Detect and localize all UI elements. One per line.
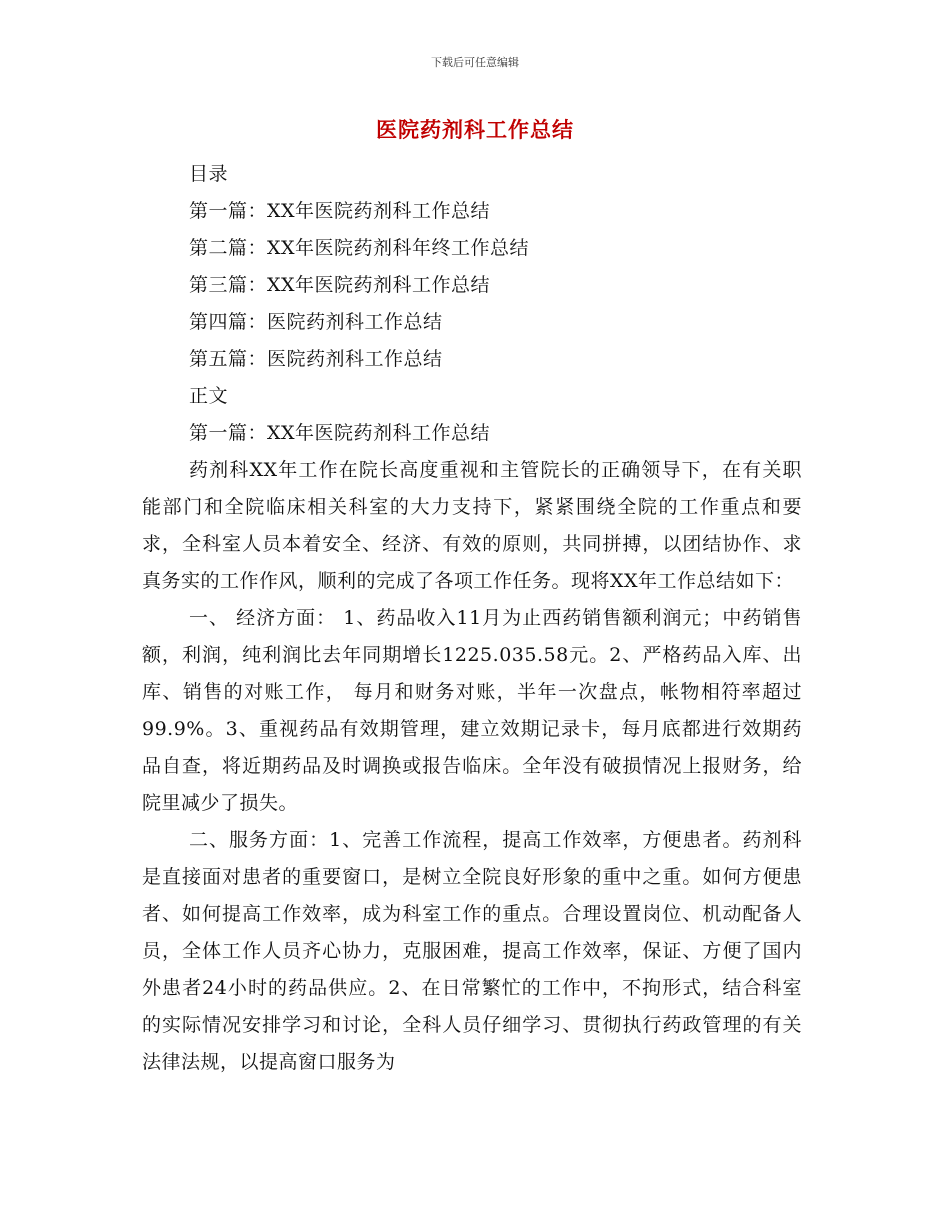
toc-item-3: 第三篇：XX年医院药剂科工作总结 (189, 274, 491, 296)
toc-item-2: 第二篇：XX年医院药剂科年终工作总结 (189, 237, 530, 259)
section-label: 正文 (189, 385, 229, 407)
chapter-title: 第一篇：XX年医院药剂科工作总结 (189, 422, 491, 444)
paragraph-service: 二、服务方面：1、完善工作流程，提高工作效率，方便患者。药剂科是直接面对患者的重要窗口，是树立全院良好形象的重中之重。如何方便患者、如何提高工作效率，成为科室工作的重点。合理设置岗位、机动配备人员，全体工作人员齐心协力，克服困难，提高工作效率，保证、方便了国内外患者24小时的药品供应。2、在日常繁忙的工作中，不拘形式，结合科室的实际情况安排学习和讨论，全科人员仔细学习、贯彻执行药政管理的有关法律法规，以提高窗口服务为 (142, 829, 802, 1073)
toc-heading: 目录 (189, 163, 229, 185)
document-title: 医院药剂科工作总结 (376, 118, 574, 142)
paragraph-intro: 药剂科XX年工作在院长高度重视和主管院长的正确领导下，在有关职能部门和全院临床相关科室的大力支持下，紧紧围绕全院的工作重点和要求，全科室人员本着安全、经济、有效的原则，共同拼搏，以团结协作、求真务实的工作作风，顺利的完成了各项工作任务。现将XX年工作总结如下： (142, 459, 802, 592)
page-header-note: 下载后可任意编辑 (431, 56, 519, 69)
paragraph-economy: 一、 经济方面： 1、药品收入11月为止西药销售额利润元；中药销售额，利润，纯利润比去年同期增长1225.035.58元。2、严格药品入库、出库、销售的对账工作， 每月和财务对账，半年一次盘点，帐物相符率超过99.9%。3、重视药品有效期管理，建立效期记录卡，每月底都进行效期药品自查，将近期药品及时调换或报告临床。全年没有破损情况上报财务，给院里减少了损失。 (142, 607, 802, 814)
toc-item-1: 第一篇：XX年医院药剂科工作总结 (189, 200, 491, 222)
document-body (142, 156, 802, 1081)
toc-item-5: 第五篇：医院药剂科工作总结 (189, 348, 443, 370)
toc-item-4: 第四篇：医院药剂科工作总结 (189, 311, 443, 333)
